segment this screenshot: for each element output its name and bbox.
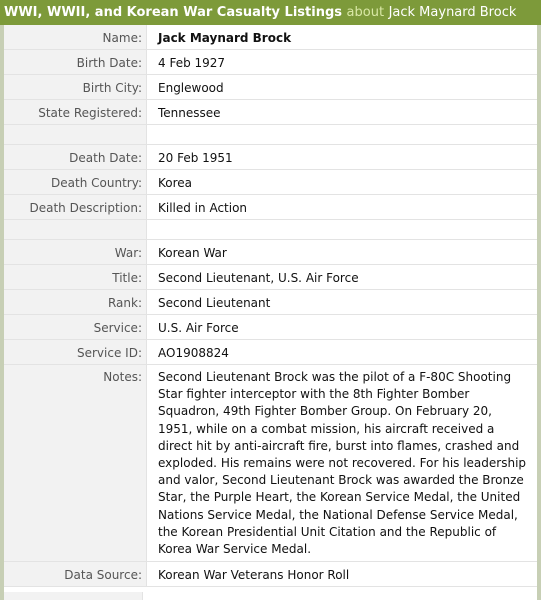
subject-name: Jack Maynard Brock <box>388 5 517 20</box>
birth-date-value: 4 Feb 1927 <box>147 50 538 75</box>
row-name <box>4 25 537 50</box>
spacer-value <box>147 125 538 145</box>
title-value: Second Lieutenant, U.S. Air Force <box>147 265 538 290</box>
death-date-value: 20 Feb 1951 <box>147 145 538 170</box>
birth-city-value: Englewood <box>147 75 538 100</box>
service-id-label: Service ID: <box>4 340 147 365</box>
row-rank <box>4 290 537 315</box>
war-label: War: <box>4 240 147 265</box>
death-country-value: Korea <box>147 170 538 195</box>
page-title: WWI, WWII, and Korean War Casualty Listings <box>4 5 342 20</box>
row-birth-date <box>4 50 537 75</box>
row-service <box>4 315 537 340</box>
page-header <box>0 0 541 25</box>
row-death-date <box>4 145 537 170</box>
spacer-row <box>4 220 537 240</box>
death-date-label: Death Date: <box>4 145 147 170</box>
data-source-label: Data Source: <box>4 562 147 587</box>
death-description-label: Death Description: <box>4 195 147 220</box>
name-label: Name: <box>4 25 147 50</box>
rank-label: Rank: <box>4 290 147 315</box>
row-death-country <box>4 170 537 195</box>
row-notes <box>4 365 537 562</box>
record-table <box>4 25 537 587</box>
spacer-label <box>4 220 147 240</box>
war-value: Korean War <box>147 240 538 265</box>
row-title <box>4 265 537 290</box>
row-war <box>4 240 537 265</box>
birth-date-label: Birth Date: <box>4 50 147 75</box>
data-source-value: Korean War Veterans Honor Roll <box>147 562 538 587</box>
row-service-id <box>4 340 537 365</box>
spacer-label <box>4 125 147 145</box>
service-id-value: AO1908824 <box>147 340 538 365</box>
service-value: U.S. Air Force <box>147 315 538 340</box>
row-data-source <box>4 562 537 587</box>
spacer-row <box>4 125 537 145</box>
table-continuation <box>4 592 143 600</box>
notes-label: Notes: <box>4 365 147 562</box>
row-death-description <box>4 195 537 220</box>
about-label: about <box>346 5 385 20</box>
service-label: Service: <box>4 315 147 340</box>
row-state-registered <box>4 100 537 125</box>
rank-value: Second Lieutenant <box>147 290 538 315</box>
record-panel <box>0 25 541 600</box>
notes-value: Second Lieutenant Brock was the pilot of a F-80C Shooting Star fighter interceptor with the 8th Fighter Bomber Squadron, 49th Fighter Bomber Group. On February 20, 1951, while on a combat mission, his aircraft received a direct hit by anti-aircraft fire, burst into flames, crashed and exploded. His remains were not recovered. For his leadership and valor, Second Lieutenant Brock was awarded the Bronze Star, the Purple Heart, the Korean Service Medal, the United Nations Service Medal, the National Defense Service Medal, the Korean Presidential Unit Citation and the Republic of Korea War Service Medal. <box>147 365 538 562</box>
state-registered-label: State Registered: <box>4 100 147 125</box>
spacer-value <box>147 220 538 240</box>
row-birth-city <box>4 75 537 100</box>
title-label: Title: <box>4 265 147 290</box>
death-country-label: Death Country: <box>4 170 147 195</box>
state-registered-value: Tennessee <box>147 100 538 125</box>
name-value: Jack Maynard Brock <box>147 25 538 50</box>
birth-city-label: Birth City: <box>4 75 147 100</box>
death-description-value: Killed in Action <box>147 195 538 220</box>
